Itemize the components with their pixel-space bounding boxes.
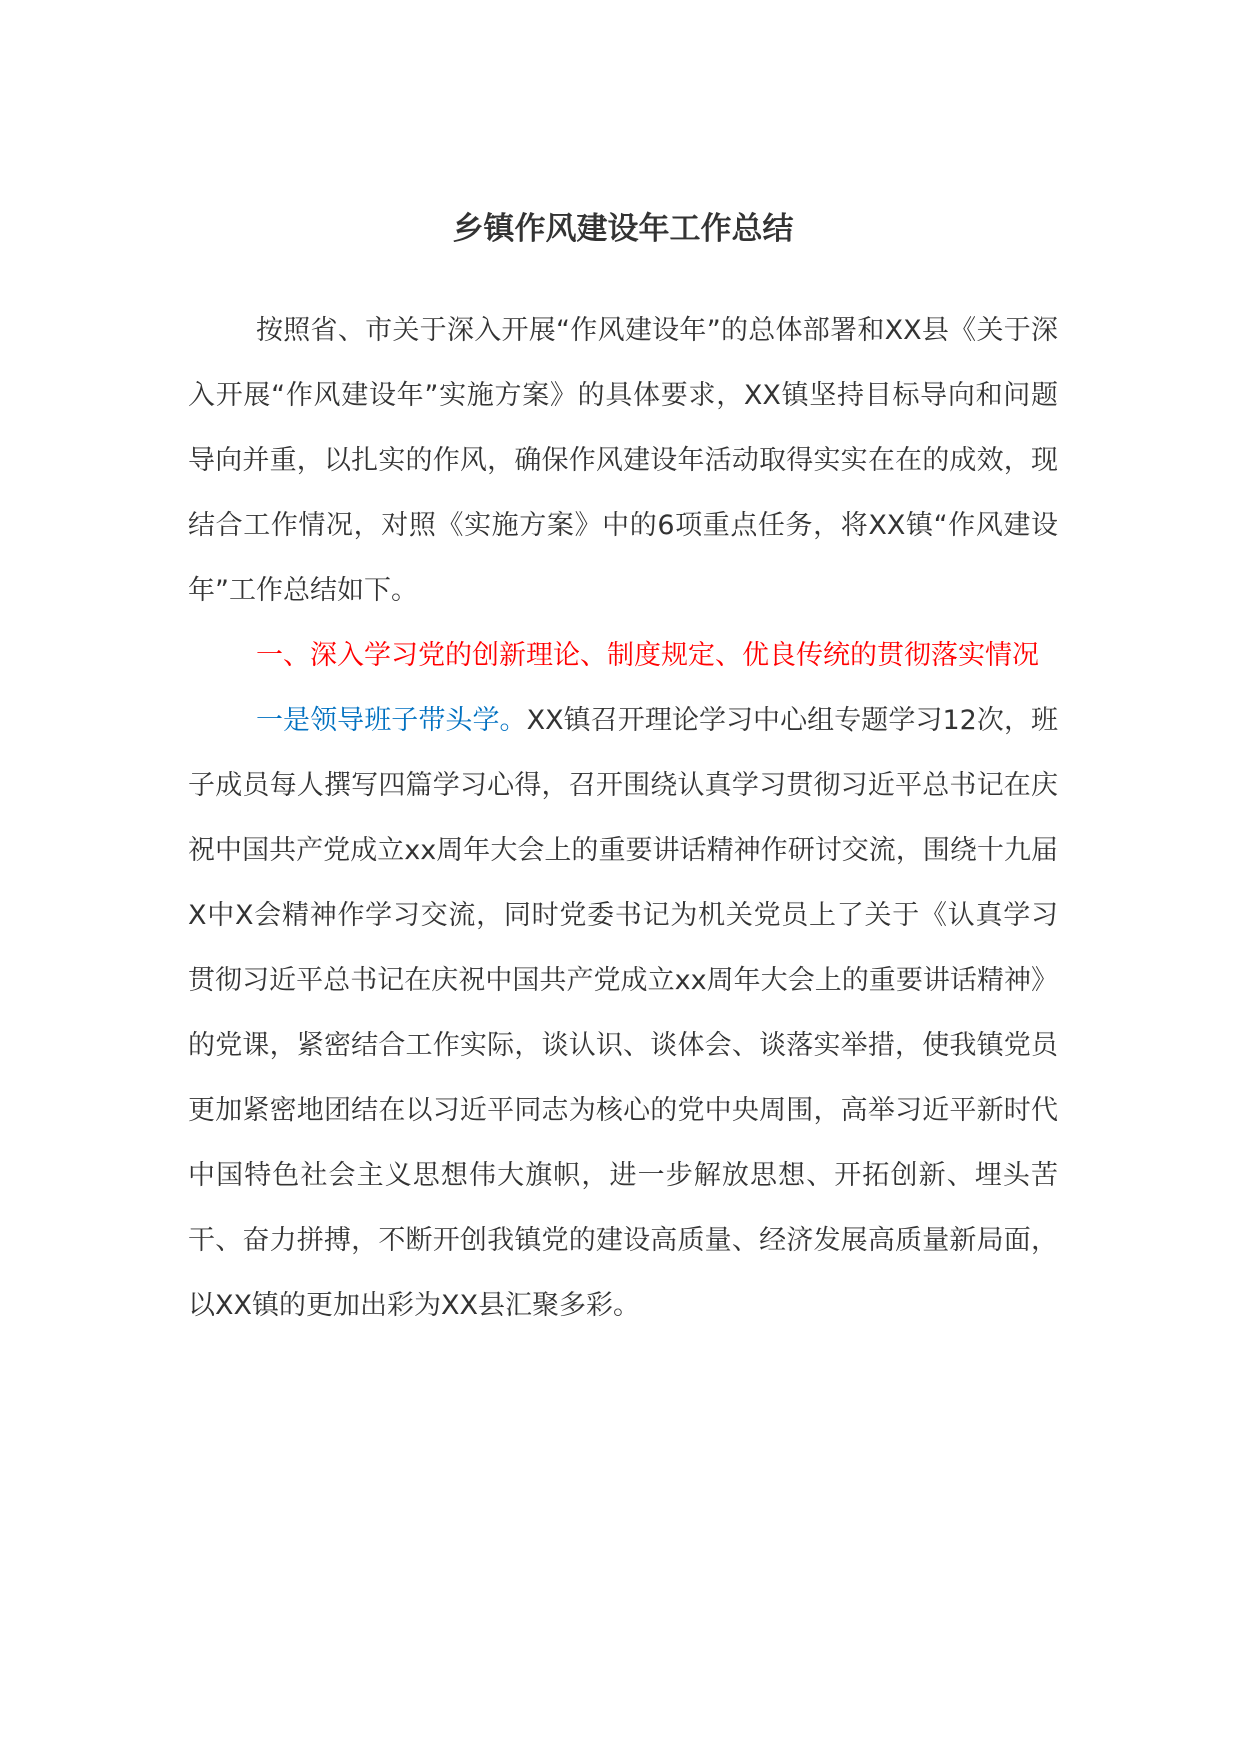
section-item-paragraph bbox=[188, 688, 1058, 1338]
intro-paragraph: 按照省、市关于深入开展“作风建设年”的总体部署和XX县《关于深入开展“作风建设年”实施方案》的具体要求，XX镇坚持目标导向和问题导向并重，以扎实的作风，确保作风建设年活动取得实实在在的成效，现结合工作情况，对照《实施方案》中的6项重点任务，将XX镇“作风建设年”工作总结如下。 bbox=[188, 315, 1058, 606]
document-title: 乡镇作风建设年工作总结 bbox=[452, 211, 794, 247]
section-heading: 一、深入学习党的创新理论、制度规定、优良传统的贯彻落实情况 bbox=[256, 640, 1039, 671]
item-body-text: XX镇召开理论学习中心组专题学习12次，班子成员每人撰写四篇学习心得，召开围绕认真学习贯彻习近平总书记在庆祝中国共产党成立xx周年大会上的重要讲话精神作研讨交流，围绕十九届X中X会精神作学习交流，同时党委书记为机关党员上了关于《认真学习贯彻习近平总书记在庆祝中国共产党成立xx周年大会上的重要讲话精神》的党课，紧密结合工作实际，谈认识、谈体会、谈落实举措，使我镇党员更加紧密地团结在以习近平同志为核心的党中央周围，高举习近平新时代中国特色社会主义思想伟大旗帜，进一步解放思想、开拓创新、埋头苦干、奋力拼搏，不断开创我镇党的建设高质量、经济发展高质量新局面，以XX镇的更加出彩为XX县汇聚多彩。 bbox=[188, 705, 1058, 1321]
document-body bbox=[188, 298, 1058, 1338]
item-lead-text: 一是领导班子带头学。 bbox=[256, 705, 527, 736]
